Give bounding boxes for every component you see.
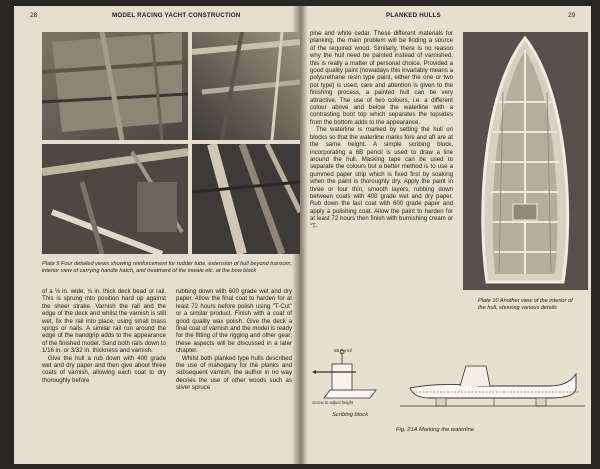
- sketch-label-screw: Screw to adjust height: [312, 400, 354, 405]
- left-col2-paragraph-1: rubbing down with 600 grade wet and dry paper. Allow the final coat to harden for at least 72 hours before polish using "T-Cut" or a similar product. Finish with a coat of good quality wax polish. Give the deck a final coat of varnish and the model is ready for the fitting of the rigging and other gear; these aspects will be discussed in a later chapter.: [176, 288, 292, 355]
- left-col1-paragraph-2: Give the hull a rub down with 400 grade wet and dry paper and then give about three coats of varnish, allowing each coat to dry thoroughly before: [42, 354, 166, 384]
- right-page-number: 29: [568, 12, 576, 19]
- scribing-block-label: Scribing block: [332, 412, 369, 418]
- plate-9-caption: Plate 9 Four detailed views showing reinforcement for rudder tube, extension of hull beyond transom, interior view of carrying handle hatch, and treatment of the inwale etc. at the bow block: [42, 261, 292, 275]
- plate-10-image: [463, 32, 588, 290]
- left-page-number: 28: [30, 12, 38, 19]
- right-paragraph-1: pine and white cedar. These different materials for planking, the main problem will be finding a source of the required wood. Similarly, there is no reason why the hull need be painted instead of varnished, this is really a matter of personal choice. Provided a good quality paint (nowadays this invariably means a polyurethane resin type paint, either the one or two pot type) is used, care and attention is given to the finishing process, a painted hull can be very attractive. The use of two colours, i.e. a different colour above and below the waterline with a contrasting boot top which separates the topsides from the bottom adds to the appearance.: [310, 30, 453, 126]
- figure-21a-caption: Fig. 21A Marking the waterline: [396, 427, 475, 433]
- plate-9-photo: [42, 32, 300, 254]
- waterline-sketch: [400, 352, 585, 414]
- left-running-head: MODEL RACING YACHT CONSTRUCTION: [112, 12, 241, 19]
- left-col1-paragraph-1: of a ⅛ in. wide, ⅛ in. thick deck bead or rail. This is sprung into position hard up against the sheer strake. Varnish the rail and the edge of the deck and whilst the varnish is still wet, fix the rail into place, using small brass sprigs or nails. A similar rail run around the edge of the handgrip adds to the appearance of the finished model. Sand both rails down to 1/16 in. or 3/32 in. thickness and varnish.: [42, 288, 166, 355]
- left-column-2: [176, 288, 292, 392]
- plate-9-image: [42, 32, 300, 254]
- left-col2-paragraph-2: Whilst both planked type hulls described the use of mahogany for the planks and subsequent varnish, the author in no way decries the use of other woods such as silver spruce: [176, 354, 292, 392]
- right-paragraph-2: The waterline is marked by setting the hull on blocks so that the waterline marks fore and aft are at the same height. A simple scribing block, incorporating a 6B pencil is used to draw a line around the hull. Masking tape can be used to separate the colours but a better method is to use a gummed paper strip which is fixed first by soaking when the paint is thoroughly dry. Apply the paint in three or four thin, smooth layers, rubbing down between coats with 400 grade wet and dry paper. Rub down the last coat with 600 grade paper and apply a polishing coat. Allow the paint to harden for at least 72 hours then finish with burnishing cream or "T-: [310, 126, 453, 230]
- plate-10-caption: Plate 10 Another view of the interior of the hull, showing various details: [478, 298, 573, 312]
- sketch-label-pencil: 6B Pencil: [334, 348, 352, 353]
- left-column-1: [42, 288, 166, 384]
- right-running-head: PLANKED HULLS: [386, 12, 441, 19]
- right-column-text: [310, 30, 453, 230]
- plate-10-photo: [463, 32, 588, 290]
